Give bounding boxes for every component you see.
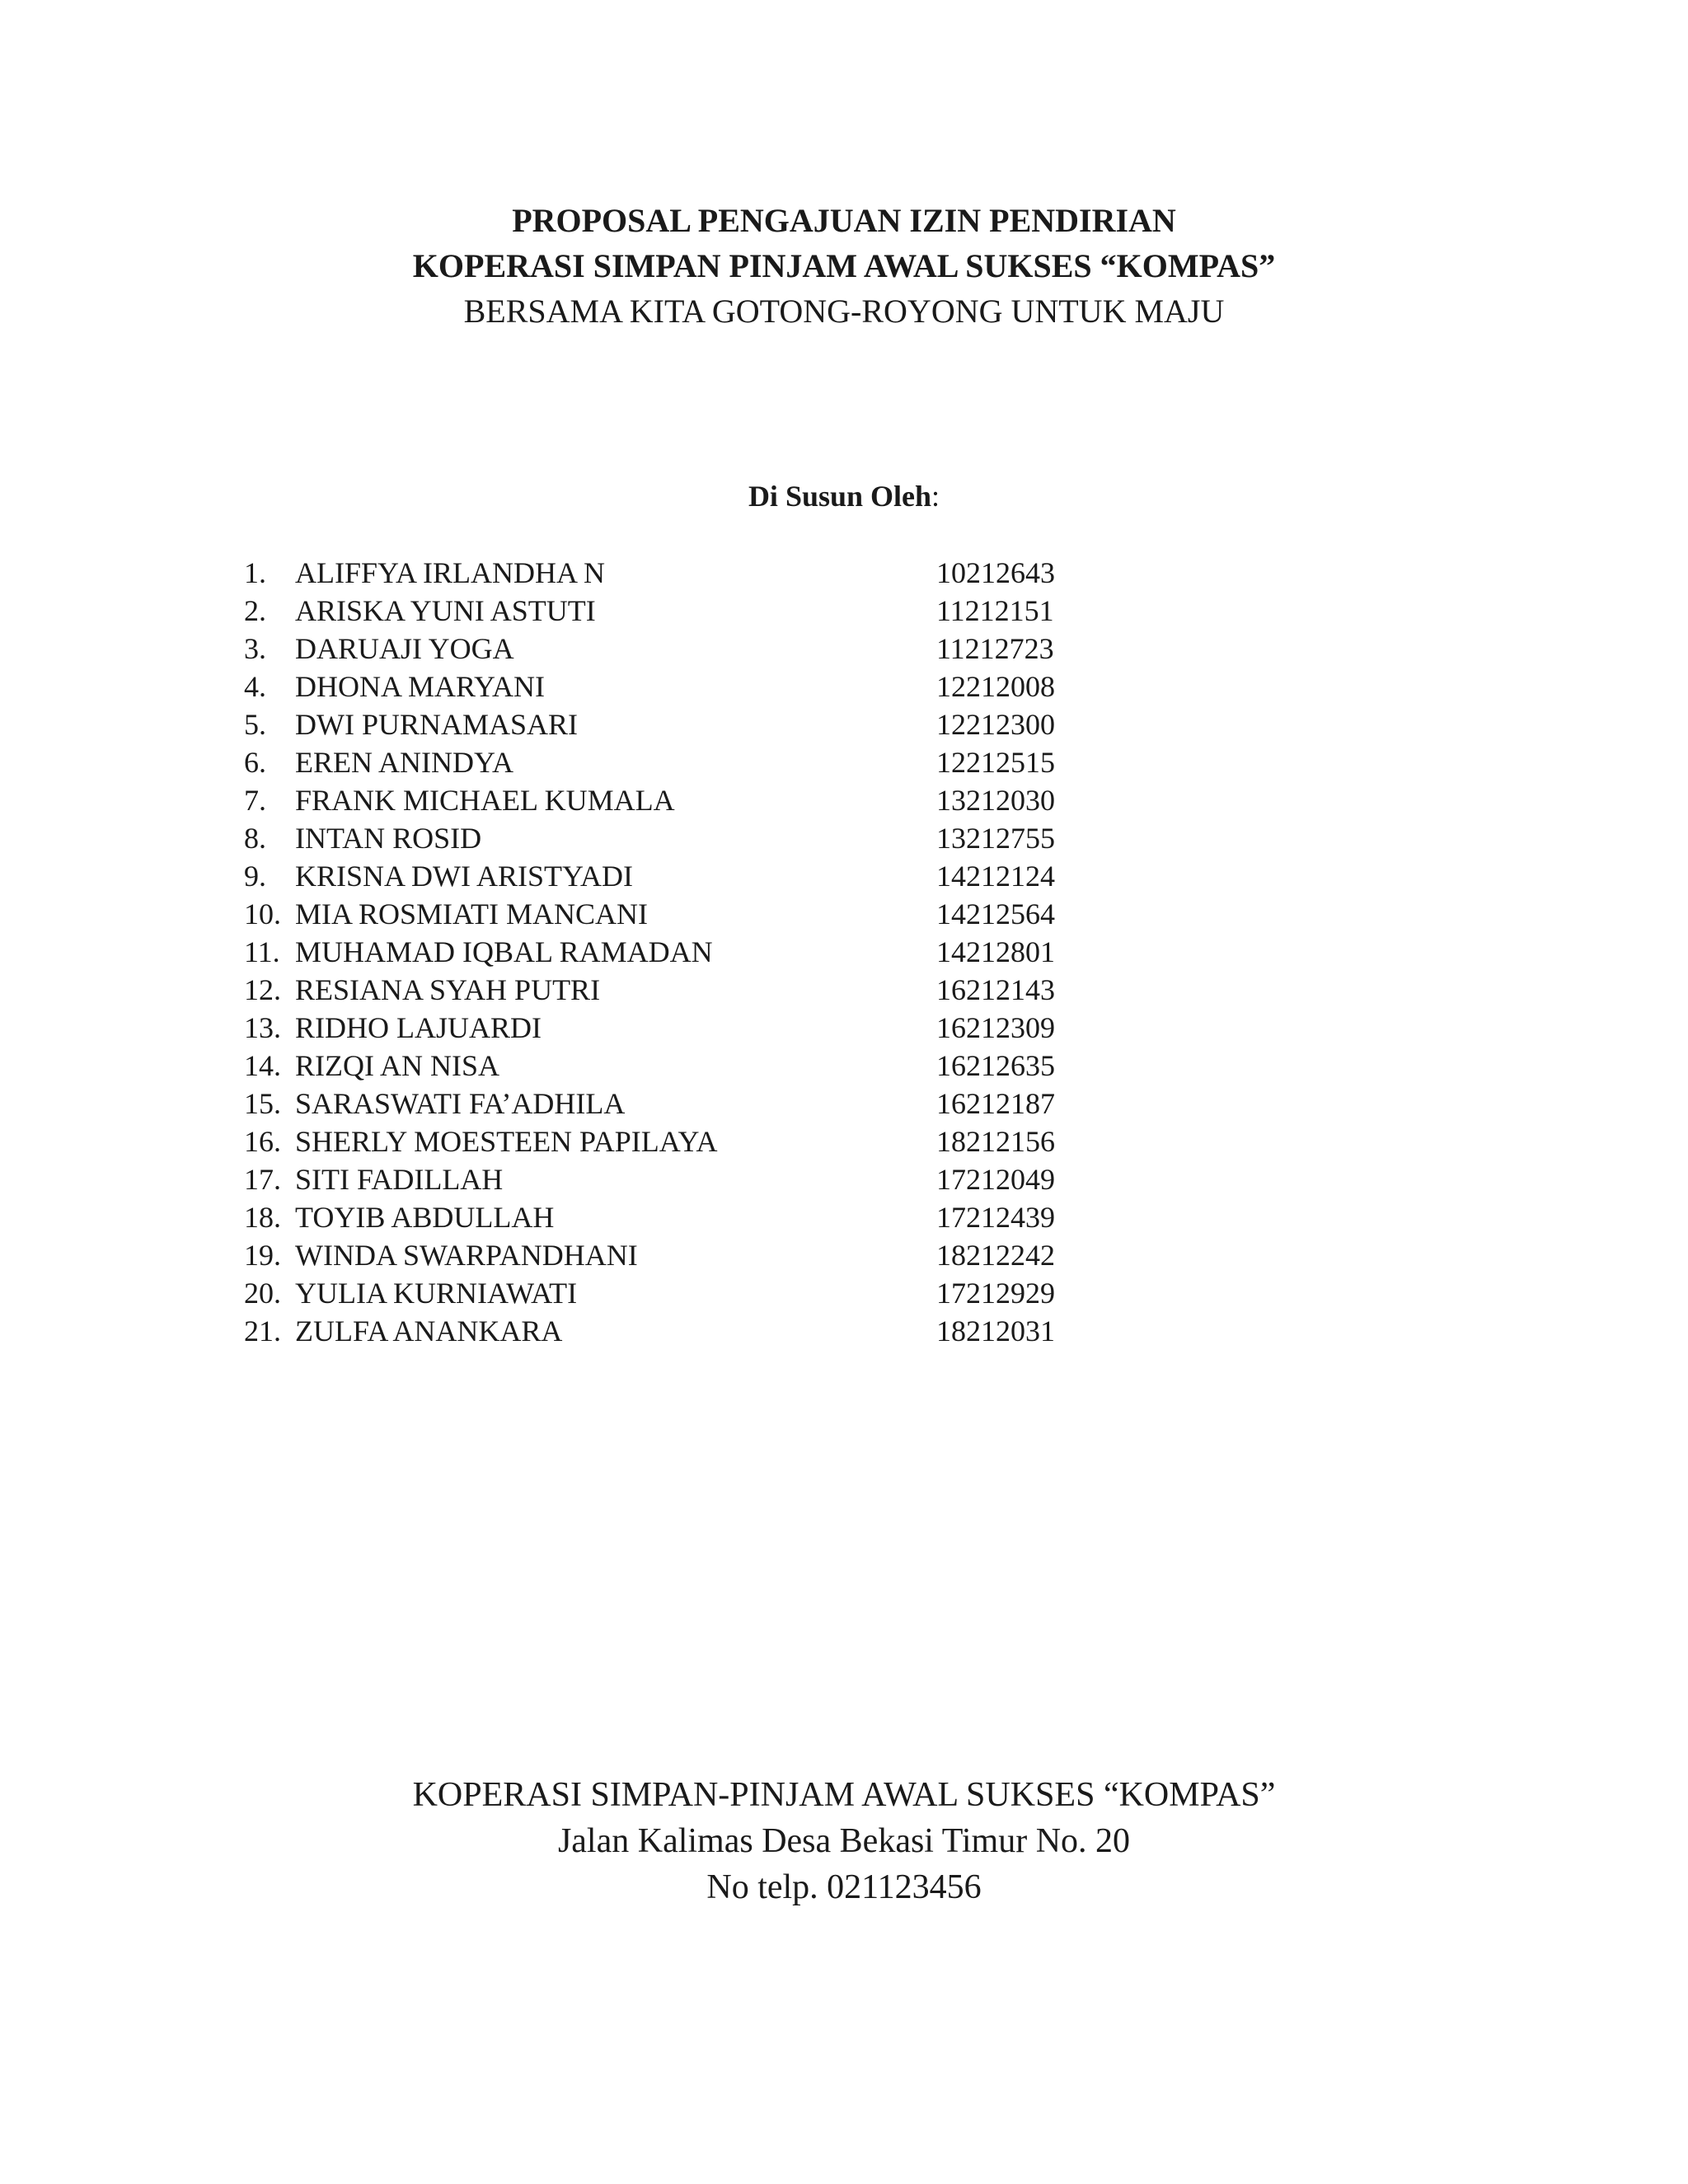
member-row bbox=[244, 1274, 1068, 1312]
member-number: 16. bbox=[244, 1125, 281, 1158]
member-student-id: 18212156 bbox=[936, 1125, 1055, 1158]
member-number: 15. bbox=[244, 1087, 281, 1120]
composer-heading bbox=[0, 478, 1688, 514]
member-name: TOYIB ABDULLAH bbox=[295, 1201, 555, 1234]
member-row bbox=[244, 1160, 1068, 1198]
member-name: RIDHO LAJUARDI bbox=[295, 1011, 542, 1044]
member-student-id: 17212049 bbox=[936, 1163, 1055, 1196]
member-number: 7. bbox=[244, 784, 266, 817]
member-student-id: 11212151 bbox=[936, 594, 1054, 627]
member-name: DWI PURNAMASARI bbox=[295, 708, 579, 741]
cooperative-name: KOPERASI SIMPAN PINJAM AWAL SUKSES “KOMPAS” bbox=[412, 247, 1276, 284]
composer-label: Di Susun Oleh bbox=[748, 480, 932, 513]
member-number: 1. bbox=[244, 556, 266, 589]
member-student-id: 14212124 bbox=[936, 860, 1055, 893]
member-name: SITI FADILLAH bbox=[295, 1163, 504, 1196]
member-row bbox=[244, 705, 1068, 743]
member-row bbox=[244, 1312, 1068, 1350]
member-student-id: 14212801 bbox=[936, 935, 1055, 968]
member-student-id: 16212635 bbox=[936, 1049, 1055, 1082]
member-row bbox=[244, 592, 1068, 630]
member-student-id: 16212309 bbox=[936, 1011, 1055, 1044]
member-name: INTAN ROSID bbox=[295, 822, 482, 855]
member-student-id: 13212030 bbox=[936, 784, 1055, 817]
member-row bbox=[244, 1236, 1068, 1274]
member-row bbox=[244, 933, 1068, 971]
member-name: DARUAJI YOGA bbox=[295, 632, 514, 665]
member-list bbox=[244, 554, 1068, 1350]
member-name: SHERLY MOESTEEN PAPILAYA bbox=[295, 1125, 718, 1158]
member-student-id: 10212643 bbox=[936, 556, 1055, 589]
member-name: RIZQI AN NISA bbox=[295, 1049, 499, 1082]
proposal-title: PROPOSAL PENGAJUAN IZIN PENDIRIAN bbox=[512, 202, 1176, 239]
member-name: MIA ROSMIATI MANCANI bbox=[295, 898, 649, 930]
member-name: ALIFFYA IRLANDHA N bbox=[295, 556, 606, 589]
member-name: EREN ANINDYA bbox=[295, 746, 513, 779]
member-name: WINDA SWARPANDHANI bbox=[295, 1239, 638, 1272]
motto: BERSAMA KITA GOTONG-ROYONG UNTUK MAJU bbox=[463, 293, 1225, 330]
member-student-id: 14212564 bbox=[936, 898, 1055, 930]
member-number: 19. bbox=[244, 1239, 281, 1272]
composer-colon: : bbox=[931, 480, 940, 513]
member-student-id: 13212755 bbox=[936, 822, 1055, 855]
member-row bbox=[244, 781, 1068, 819]
footer-block bbox=[0, 1772, 1688, 1910]
member-number: 11. bbox=[244, 935, 280, 968]
member-name: YULIA KURNIAWATI bbox=[295, 1277, 578, 1310]
member-number: 10. bbox=[244, 898, 281, 930]
member-number: 14. bbox=[244, 1049, 281, 1082]
member-name: RESIANA SYAH PUTRI bbox=[295, 973, 601, 1006]
member-row bbox=[244, 971, 1068, 1009]
member-student-id: 18212031 bbox=[936, 1315, 1055, 1347]
member-number: 5. bbox=[244, 708, 266, 741]
member-student-id: 17212929 bbox=[936, 1277, 1055, 1310]
footer-phone: No telp. 021123456 bbox=[706, 1868, 982, 1906]
member-number: 20. bbox=[244, 1277, 281, 1310]
member-name: ZULFA ANANKARA bbox=[295, 1315, 563, 1347]
member-name: FRANK MICHAEL KUMALA bbox=[295, 784, 675, 817]
member-row bbox=[244, 554, 1068, 592]
member-student-id: 12212008 bbox=[936, 670, 1055, 703]
member-number: 21. bbox=[244, 1315, 281, 1347]
member-name: MUHAMAD IQBAL RAMADAN bbox=[295, 935, 713, 968]
member-name: KRISNA DWI ARISTYADI bbox=[295, 860, 634, 893]
footer-org-name: KOPERASI SIMPAN-PINJAM AWAL SUKSES “KOMPAS” bbox=[412, 1776, 1276, 1814]
member-student-id: 12212515 bbox=[936, 746, 1055, 779]
member-row bbox=[244, 895, 1068, 933]
member-name: DHONA MARYANI bbox=[295, 670, 546, 703]
member-number: 6. bbox=[244, 746, 266, 779]
member-name: ARISKA YUNI ASTUTI bbox=[295, 594, 596, 627]
member-number: 2. bbox=[244, 594, 266, 627]
member-number: 8. bbox=[244, 822, 266, 855]
member-student-id: 12212300 bbox=[936, 708, 1055, 741]
member-number: 17. bbox=[244, 1163, 281, 1196]
member-row bbox=[244, 743, 1068, 781]
member-student-id: 11212723 bbox=[936, 632, 1054, 665]
member-student-id: 16212187 bbox=[936, 1087, 1055, 1120]
member-number: 3. bbox=[244, 632, 266, 665]
member-row bbox=[244, 668, 1068, 705]
member-student-id: 18212242 bbox=[936, 1239, 1055, 1272]
member-row bbox=[244, 630, 1068, 668]
member-student-id: 16212143 bbox=[936, 973, 1055, 1006]
title-block bbox=[0, 198, 1688, 334]
member-row bbox=[244, 819, 1068, 857]
member-student-id: 17212439 bbox=[936, 1201, 1055, 1234]
member-number: 18. bbox=[244, 1201, 281, 1234]
member-row bbox=[244, 1047, 1068, 1085]
member-name: SARASWATI FA’ADHILA bbox=[295, 1087, 626, 1120]
footer-address: Jalan Kalimas Desa Bekasi Timur No. 20 bbox=[557, 1822, 1131, 1860]
member-row bbox=[244, 857, 1068, 895]
member-row bbox=[244, 1009, 1068, 1047]
member-number: 9. bbox=[244, 860, 266, 893]
member-row bbox=[244, 1122, 1068, 1160]
member-row bbox=[244, 1085, 1068, 1122]
member-number: 12. bbox=[244, 973, 281, 1006]
member-number: 13. bbox=[244, 1011, 281, 1044]
member-number: 4. bbox=[244, 670, 266, 703]
member-row bbox=[244, 1198, 1068, 1236]
